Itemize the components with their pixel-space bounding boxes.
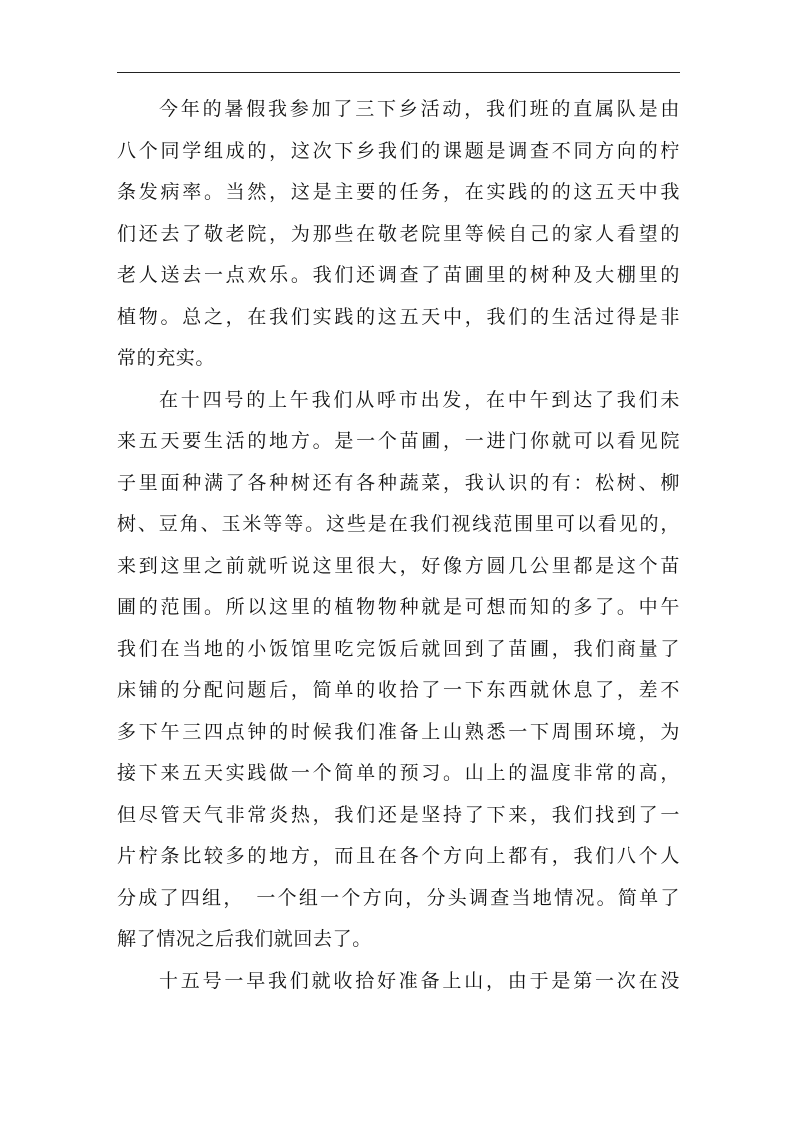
paragraph-1-line-1: 今年的暑假我参加了三下乡活动，我们班的直属队是由: [159, 98, 680, 120]
paragraph-2-line-14: 解了情况之后我们就回去了。: [117, 928, 372, 950]
paragraph-3-line-1: 十五号一早我们就收拾好准备上山，由于是第一次在没: [159, 969, 680, 992]
paragraph-2-line-3: 子里面种满了各种树还有各种蔬菜，我认识的有：松树、柳: [117, 471, 680, 494]
paragraph-1-line-3: 条发病率。当然，这是主要的任务，在实践的的这五天中我: [117, 181, 680, 203]
paragraph-1-line-6: 植物。总之，在我们实践的这五天中，我们的生活过得是非: [117, 305, 680, 328]
paragraph-2-line-11: 但尽管天气非常炎热，我们还是坚持了下来，我们找到了一: [117, 803, 680, 826]
paragraph-2-line-12: 片柠条比较多的地方，而且在各个方向上都有，我们八个人: [117, 845, 680, 867]
paragraph-2-line-4: 树、豆角、玉米等等。这些是在我们视线范围里可以看见的，: [117, 513, 680, 535]
paragraph-1-line-4: 们还去了敬老院，为那些在敬老院里等候自己的家人看望的: [117, 222, 680, 245]
header-rule: [117, 72, 680, 73]
paragraph-2-line-8: 床铺的分配问题后，简单的收拾了一下东西就休息了，差不: [117, 679, 680, 701]
paragraph-2-line-7: 我们在当地的小饭馆里吃完饭后就回到了苗圃，我们商量了: [117, 637, 680, 660]
paragraph-2-line-5: 来到这里之前就听说这里很大，好像方圆几公里都是这个苗: [117, 554, 680, 577]
paragraph-2-line-1: 在十四号的上午我们从呼市出发，在中午到达了我们未: [159, 388, 680, 411]
paragraph-2-line-13: 分成了四组， 一个组一个方向，分头调查当地情况。简单了: [117, 886, 680, 909]
paragraph-1-line-7: 常的充实。: [117, 347, 216, 369]
paragraph-2-line-6: 圃的范围。所以这里的植物物种就是可想而知的多了。中午: [117, 596, 680, 618]
document-body: [117, 89, 680, 1002]
paragraph-2-line-9: 多下午三四点钟的时候我们准备上山熟悉一下周围环境，为: [117, 720, 680, 743]
paragraph-1-line-2: 八个同学组成的，这次下乡我们的课题是调查不同方向的柠: [117, 139, 680, 162]
paragraph-2-line-10: 接下来五天实践做一个简单的预习。山上的温度非常的高，: [117, 762, 680, 784]
paragraph-2-line-2: 来五天要生活的地方。是一个苗圃，一进门你就可以看见院: [117, 430, 680, 452]
paragraph-1-line-5: 老人送去一点欢乐。我们还调查了苗圃里的树种及大棚里的: [117, 264, 680, 286]
